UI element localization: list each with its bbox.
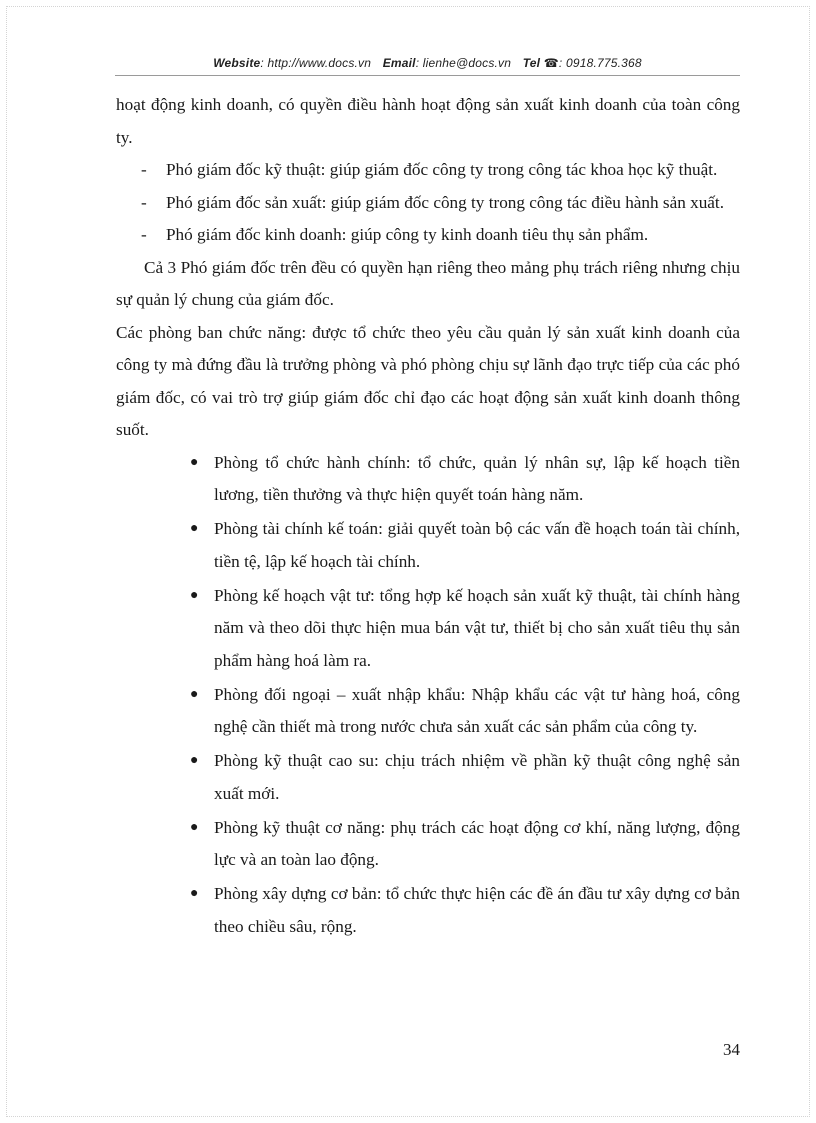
- website-value[interactable]: : http://www.docs.vn: [260, 56, 372, 70]
- page-number: 34: [723, 1040, 740, 1059]
- page-header: [115, 56, 740, 70]
- bullet-icon: ●: [190, 886, 199, 901]
- bullet-icon: ●: [190, 686, 199, 702]
- bullet-list-item: [116, 812, 740, 877]
- dash-list-item: [116, 187, 740, 220]
- document-body: [116, 89, 740, 945]
- header-rule: [115, 75, 740, 76]
- tel-label: Tel: [522, 56, 541, 70]
- bullet-item-text: Phòng tài chính kế toán: giải quyết toàn bộ các vấn đề hoạch toán tài chính, tiền tệ, lập kế hoạch tài chính.: [214, 519, 740, 571]
- bullet-list-item: [116, 878, 740, 943]
- paragraph-deputies: Cả 3 Phó giám đốc trên đều có quyền hạn riêng theo mảng phụ trách riêng nhưng chịu sự quản lý chung của giám đốc.: [116, 257, 740, 309]
- paragraph-departments: Các phòng ban chức năng: được tổ chức theo yêu cầu quản lý sản xuất kinh doanh của công ty mà đứng đầu là trưởng phòng và phó phòng chịu sự lãnh đạo trực tiếp của các phó giám đốc, có vai trò trợ giúp giám đốc chỉ đạo các hoạt động sản xuất kinh doanh thông suốt.: [116, 322, 740, 439]
- bullet-item-text: Phòng kế hoạch vật tư: tổng hợp kế hoạch sản xuất kỹ thuật, tài chính hàng năm và theo dõi thực hiện mua bán vật tư, thiết bị cho sản xuất tiêu thụ sản phẩm hàng hoá làm ra.: [214, 585, 740, 670]
- bullet-icon: ●: [190, 521, 199, 536]
- bullet-icon: ●: [190, 753, 199, 768]
- bullet-list-item: [116, 679, 740, 744]
- bullet-item-text: Phòng tổ chức hành chính: tổ chức, quản lý nhân sự, lập kế hoạch tiền lương, tiền thưởng và thực hiện quyết toán hàng năm.: [214, 452, 740, 504]
- dash-item-text: Phó giám đốc sản xuất: giúp giám đốc công ty trong công tác điều hành sản xuất.: [166, 192, 724, 212]
- bullet-item-text: Phòng kỹ thuật cơ năng: phụ trách các hoạt động cơ khí, năng lượng, động lực và an toàn lao động.: [214, 817, 740, 869]
- bullet-list-item: [116, 447, 740, 512]
- tel-value: : 0918.775.368: [558, 56, 642, 70]
- paragraph-intro: hoạt động kinh doanh, có quyền điều hành hoạt động sản xuất kinh doanh của toàn công ty.: [116, 95, 740, 147]
- bullet-list-item: [116, 513, 740, 578]
- phone-icon: ☎: [543, 56, 559, 70]
- bullet-item-text: Phòng kỹ thuật cao su: chịu trách nhiệm về phần kỹ thuật công nghệ sản xuất mới.: [214, 751, 740, 803]
- website-label: Website: [213, 56, 261, 70]
- dash-item-text: Phó giám đốc kỹ thuật: giúp giám đốc công ty trong công tác khoa học kỹ thuật.: [166, 160, 718, 179]
- bullet-icon: ●: [190, 819, 199, 835]
- bullet-item-text: Phòng đối ngoại – xuất nhập khẩu: Nhập khẩu các vật tư hàng hoá, công nghệ cần thiết mà trong nước chưa sản xuất các sản phẩm của công ty.: [214, 684, 740, 736]
- dash-list-item: [116, 219, 740, 252]
- bullet-item-text: Phòng xây dựng cơ bản: tổ chức thực hiện các đề án đầu tư xây dựng cơ bản theo chiều sâu, rộng.: [214, 884, 740, 936]
- bullet-list-item: [116, 580, 740, 678]
- dash-marker: -: [141, 225, 147, 244]
- bullet-list-item: [116, 745, 740, 810]
- dash-marker: -: [141, 160, 147, 179]
- bullet-icon: ●: [190, 587, 199, 603]
- email-label: Email: [382, 56, 416, 70]
- dash-list-item: [116, 154, 740, 187]
- dash-item-text: Phó giám đốc kinh doanh: giúp công ty kinh doanh tiêu thụ sản phẩm.: [166, 225, 649, 244]
- dash-marker: -: [141, 192, 147, 212]
- email-value[interactable]: : lienhe@docs.vn: [415, 56, 512, 70]
- bullet-icon: ●: [190, 454, 199, 470]
